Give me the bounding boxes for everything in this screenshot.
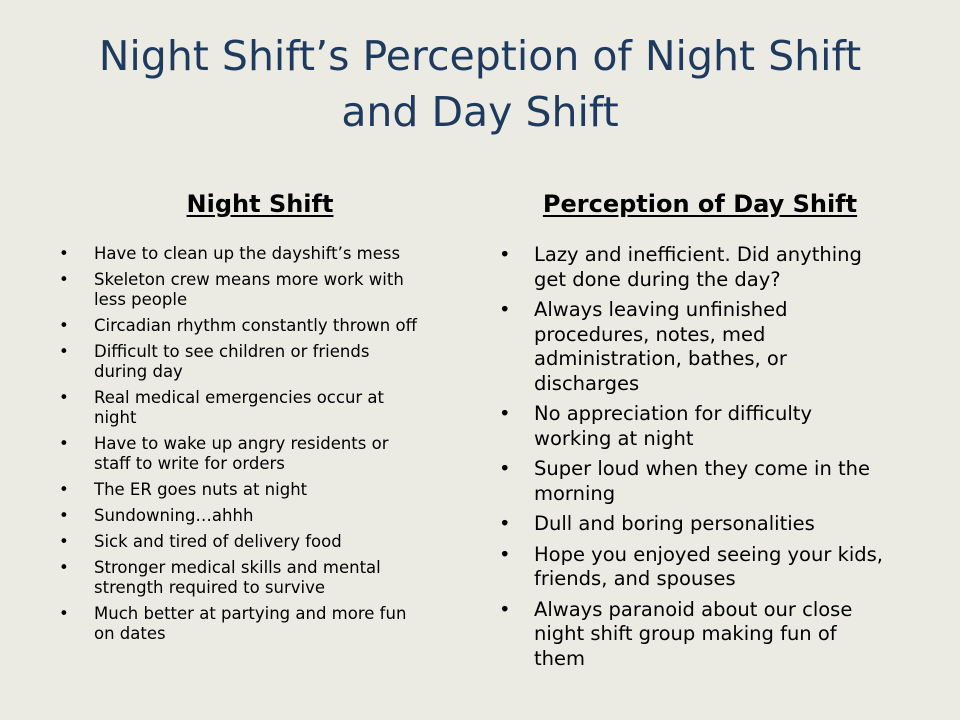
list-item: • Have to clean up the dayshift’s mess: [59, 244, 401, 263]
night-shift-heading: Night Shift: [186, 190, 334, 218]
bullet-icon: •: [499, 457, 511, 480]
list-item: • Super loud when they come in the morning: [499, 457, 871, 505]
bullet-icon: •: [499, 243, 511, 266]
list-item: • Hope you enjoyed seeing your kids, friends, and spouses: [499, 542, 884, 590]
list-item: • Always leaving unfinished procedures, notes, med administration, bathes, or discharges: [499, 298, 788, 395]
list-item: • Real medical emergencies occur at night: [59, 388, 385, 427]
bullet-icon: •: [499, 597, 511, 621]
bullet-icon: •: [59, 604, 69, 623]
list-item: • Sick and tired of delivery food: [59, 532, 342, 551]
list-item: • Circadian rhythm constantly thrown off: [59, 316, 417, 335]
bullet-icon: •: [499, 298, 511, 321]
bullet-icon: •: [499, 512, 511, 535]
list-item: • Dull and boring personalities: [499, 512, 815, 535]
list-item: • Lazy and inefficient. Did anything get done during the day?: [499, 243, 862, 291]
bullet-icon: •: [59, 480, 69, 499]
bullet-icon: •: [59, 558, 69, 577]
slide-title: Night Shift’s Perception of Night Shift and Day Shift: [98, 32, 862, 136]
list-item: • Skeleton crew means more work with less people: [59, 270, 404, 309]
list-item: • The ER goes nuts at night: [59, 480, 308, 499]
bullet-icon: •: [59, 506, 69, 525]
bullet-icon: •: [59, 244, 69, 263]
bullet-icon: •: [59, 532, 69, 551]
list-item: • Have to wake up angry residents or staff to write for orders: [59, 434, 389, 473]
list-item: • Much better at partying and more fun on dates: [59, 604, 407, 643]
bullet-icon: •: [499, 402, 511, 425]
bullet-icon: •: [59, 388, 69, 407]
bullet-icon: •: [499, 542, 511, 566]
list-item: • No appreciation for difficulty working at night: [499, 402, 812, 450]
day-shift-list: [496, 243, 906, 677]
day-shift-heading: Perception of Day Shift: [542, 190, 858, 218]
list-item: • Always paranoid about our close night shift group making fun of them: [499, 597, 853, 670]
bullet-icon: •: [59, 342, 69, 361]
list-item: • Sundowning…ahhh: [59, 506, 254, 525]
bullet-icon: •: [59, 270, 69, 289]
night-shift-list: [56, 244, 456, 650]
bullet-icon: •: [59, 434, 69, 453]
bullet-icon: •: [59, 316, 69, 335]
list-item: • Stronger medical skills and mental strength required to survive: [59, 558, 381, 597]
list-item: • Difficult to see children or friends during day: [59, 342, 370, 381]
